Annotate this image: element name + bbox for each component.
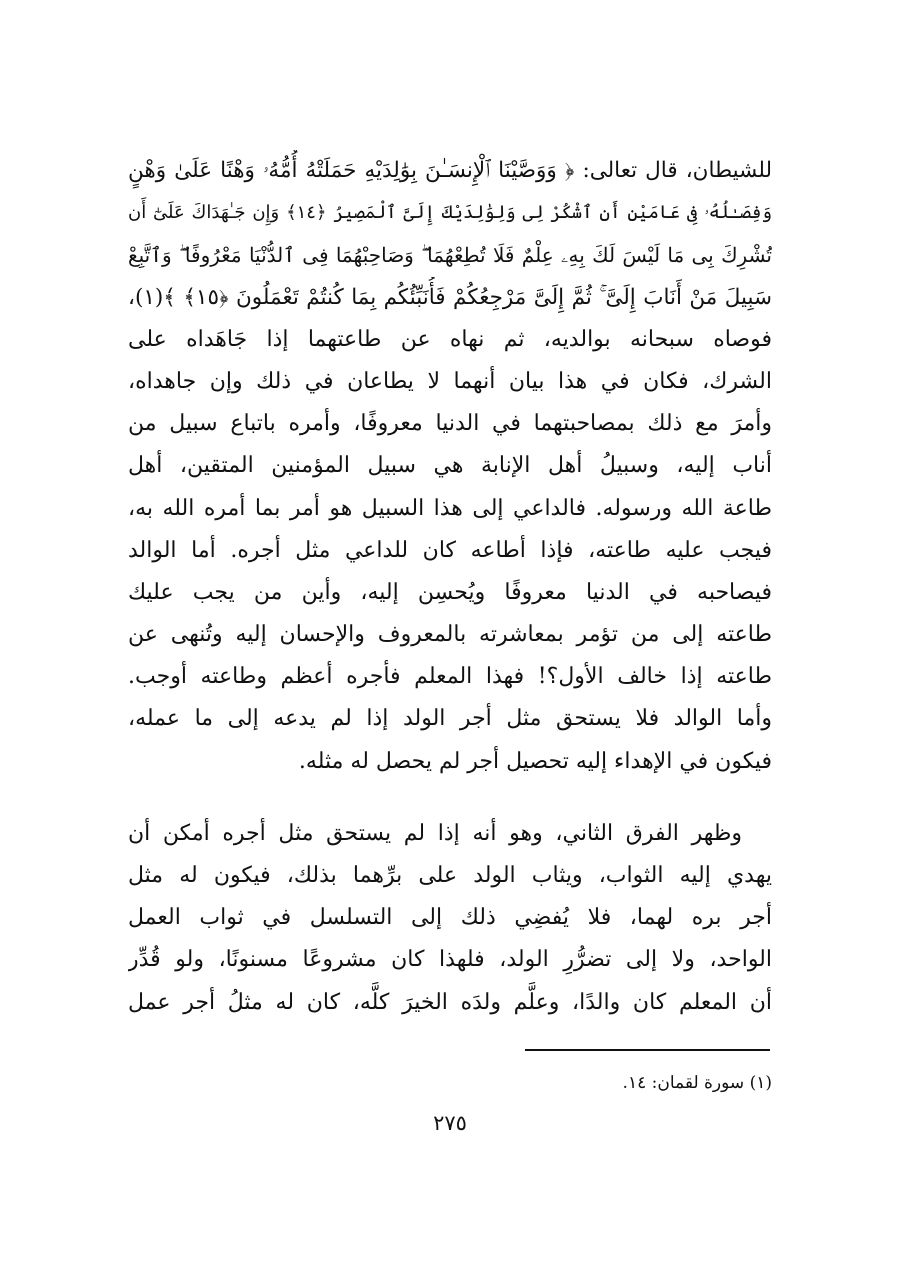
text-line: فوصاه سبحانه بوالديه، ثم نهاه عن طاعتهما إذا جَاهَداه على [128, 326, 772, 352]
text-line: فيجب عليه طاعته، فإذا أطاعه كان للداعي مثل أجره. أما الوالد [128, 537, 772, 563]
text-line: وأمرَ مع ذلك بمصاحبتهما في الدنيا معروفًا، وأمره باتباع سبيل من [128, 411, 772, 437]
page-body [128, 150, 772, 1024]
text-line: وظهر الفرق الثاني، وهو أنه إذا لم يستحق مثل أجره أمكن أن [128, 820, 742, 846]
text-line: طاعته إلى من تؤمر بمعاشرته بالمعروف والإحسان إليه وتُنهى عن [128, 622, 772, 648]
text-line: سَبِيلَ مَنْ أَنَابَ إِلَىَّ ۚ ثُمَّ إِلَىَّ مَرْجِعُكُمْ فَأُنَبِّئُكُم بِمَا كُنتُمْ تَعْمَلُونَ ﴿١٥﴾ ﴾(١)، [128, 284, 772, 310]
paragraph-gap [128, 783, 772, 813]
text-line: الشرك، فكان في هذا بيان أنهما لا يطاعان في ذلك وإن جاهداه، [128, 368, 772, 394]
text-line: وَفِصَـٰلُهُۥ فِى عَامَيْنِ أَنِ ٱشْكُرْ لِى وَلِوَٰلِدَيْكَ إِلَىَّ ٱلْمَصِيرُ ﴿١٤﴾ وَإِن جَـٰهَدَاكَ عَلَىٰٓ أَن [128, 202, 772, 224]
page-number: ٢٧٥ [433, 1111, 467, 1135]
text-line: تُشْرِكَ بِى مَا لَيْسَ لَكَ بِهِۦ عِلْمٌ فَلَا تُطِعْهُمَا ۖ وَصَاحِبْهُمَا فِى ٱلدُّنْيَا مَعْرُوفًا ۖ وَٱتَّبِعْ [128, 243, 772, 268]
text-line: طاعته إذا خالف الأول؟! فهذا المعلم فأجره أعظم وطاعته أوجب. [128, 664, 772, 690]
text-line: للشيطان، قال تعالى: ﴿ وَوَصَّيْنَا ٱلْإِنسَـٰنَ بِوَٰلِدَيْهِ حَمَلَتْهُ أُمُّهُۥ وَهْنًا عَلَىٰ وَهْنٍ [128, 158, 772, 183]
paragraph-1 [128, 150, 772, 783]
text-line: طاعة الله ورسوله. فالداعي إلى هذا السبيل هو أمر بما أمره الله به، [128, 495, 772, 521]
text-line: الواحد، ولا إلى تضرُّرِ الولد، فلهذا كان مشروعًا مسنونًا، ولو قُدِّر [128, 947, 772, 973]
footnote: (١) سورة لقمان: ١٤. [622, 1073, 772, 1093]
text-line: فيصاحبه في الدنيا معروفًا ويُحسِن إليه، وأين من يجب عليك [128, 579, 772, 605]
text-line: وأما الوالد فلا يستحق مثل أجر الولد إذا لم يدعه إلى ما عمله، [128, 706, 772, 732]
text-line: فيكون في الإهداء إليه تحصيل أجر لم يحصل له مثله. [298, 748, 772, 774]
footnote-divider [525, 1049, 770, 1051]
text-line: أناب إليه، وسبيلُ أهل الإنابة هي سبيل المؤمنين المتقين، أهل [128, 453, 772, 479]
text-line: يهدي إليه الثواب، ويثاب الولد على برِّهما بذلك، فيكون له مثل [128, 863, 772, 888]
text-line: أن المعلم كان والدًا، وعلَّم ولدَه الخيرَ كلَّه، كان له مثلُ أجر عمل [128, 989, 772, 1015]
paragraph-2 [128, 813, 772, 1024]
text-line: أجر بره لهما، فلا يُفضِي ذلك إلى التسلسل في ثواب العمل [128, 905, 772, 931]
